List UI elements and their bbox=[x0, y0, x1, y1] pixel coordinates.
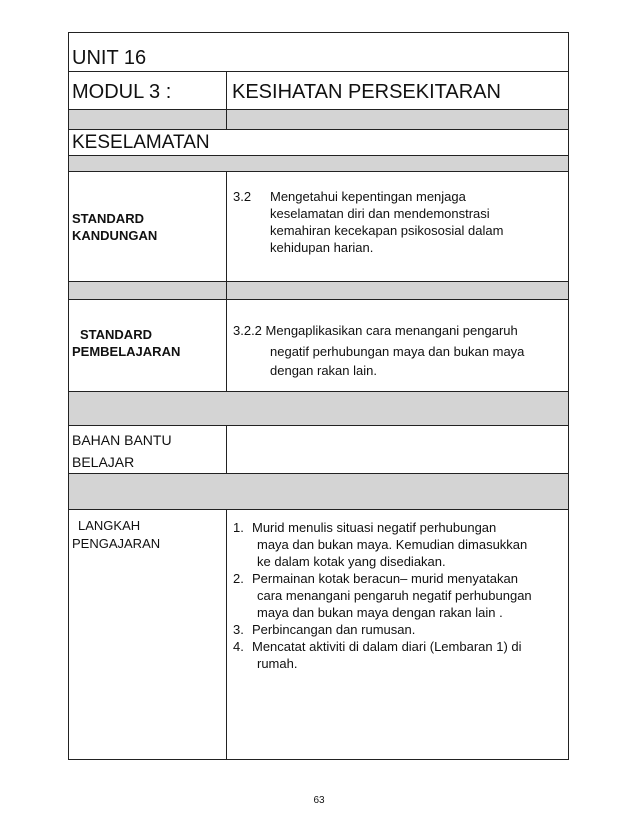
standard-pembelajaran-text: negatif perhubungan maya dan bukan maya dengan rakan lain. bbox=[270, 344, 525, 378]
unit-title: UNIT 16 bbox=[72, 47, 147, 69]
standard-kandungan-number: 3.2 bbox=[233, 189, 252, 204]
lesson-plan-table bbox=[68, 32, 569, 760]
page-number: 63 bbox=[313, 795, 325, 806]
standard-kandungan-row bbox=[69, 171, 568, 281]
langkah-label: LANGKAH PENGAJARAN bbox=[72, 518, 161, 551]
section-title: KESELAMATAN bbox=[72, 132, 210, 153]
standard-pembelajaran-first-line: 3.2.2 Mengaplikasikan cara menangani pengaruh bbox=[233, 323, 518, 338]
standard-kandungan-label: STANDARD KANDUNGAN bbox=[72, 211, 158, 243]
grey-divider-row bbox=[69, 281, 568, 299]
section-row bbox=[69, 129, 568, 155]
grey-divider-row bbox=[69, 473, 568, 509]
standard-pembelajaran-row bbox=[69, 299, 568, 391]
grey-divider-row bbox=[69, 155, 568, 171]
modul-label: MODUL 3 : bbox=[72, 81, 172, 103]
modul-title: KESIHATAN PERSEKITARAN bbox=[232, 81, 501, 103]
langkah-list: 1. Murid menulis situasi negatif perhubungan maya dan bukan maya. Kemudian dimasukkan ke dalam kotak yang disediakan. 2. Permainan kotak beracun– murid menyatakan cara menangani pengaruh negatif perhubungan maya dan bukan maya dengan rakan lain . 3. Perbincangan dan rumusan. 4. Mencatat aktiviti di dalam diari (Lembaran 1) di rumah. bbox=[233, 520, 532, 671]
bahan-bantu-row bbox=[69, 425, 568, 473]
grey-divider-row bbox=[69, 391, 568, 425]
unit-row bbox=[69, 33, 568, 71]
bahan-bantu-label: BAHAN BANTU BELAJAR bbox=[72, 432, 172, 470]
bahan-bantu-content bbox=[227, 426, 568, 473]
grey-divider-row bbox=[69, 109, 568, 129]
modul-row bbox=[69, 71, 568, 109]
langkah-row bbox=[69, 509, 568, 759]
standard-kandungan-text: Mengetahui kepentingan menjaga keselamatan diri dan mendemonstrasi kemahiran kecekapan psikososial dalam kehidupan harian. bbox=[270, 189, 504, 255]
standard-pembelajaran-label: STANDARD PEMBELAJARAN bbox=[72, 327, 181, 359]
